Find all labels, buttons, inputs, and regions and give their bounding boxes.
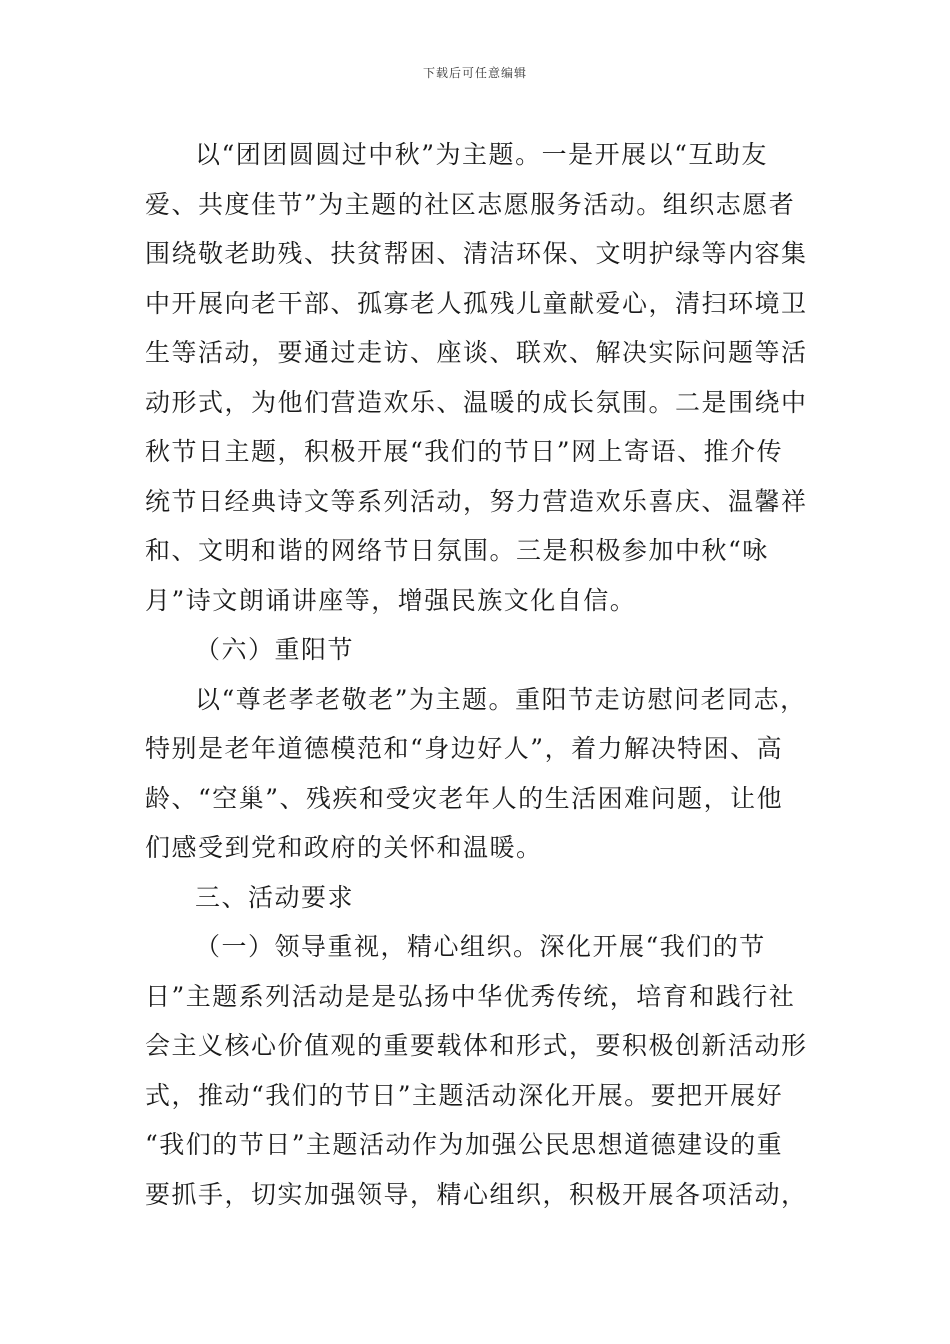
paragraph-line: 要抓手，切实加强领导，精心组织，积极开展各项活动，: [145, 1179, 808, 1209]
paragraph-line: 和、文明和谐的网络节日氛围。三是积极参加中秋“咏: [145, 536, 769, 565]
paragraph-line: 特别是老年道德模范和“身边好人”，着力解决特困、高: [145, 734, 784, 763]
paragraph-line: 秋节日主题，积极开展“我们的节日”网上寄语、推介传: [145, 437, 784, 466]
section-heading: （六）重阳节: [195, 635, 355, 664]
paragraph-line: 式，推动“我们的节日”主题活动深化开展。要把开展好: [145, 1080, 784, 1110]
paragraph-line: “我们的节日”主题活动作为加强公民思想道德建设的重: [145, 1130, 784, 1159]
paragraph-line: 们感受到党和政府的关怀和温暖。: [145, 833, 543, 862]
paragraph-line: 以“尊老孝老敬老”为主题。重阳节走访慰问老同志，: [195, 684, 807, 714]
paragraph-line: 爱、共度佳节”为主题的社区志愿服务活动。组织志愿者: [145, 189, 796, 219]
paragraph-line: 动形式，为他们营造欢乐、温暖的成长氛围。二是围绕中: [145, 387, 808, 417]
paragraph-line: （一）领导重视，精心组织。深化开展“我们的节: [195, 932, 766, 961]
paragraph-line: 围绕敬老助残、扶贫帮困、清洁环保、文明护绿等内容集: [145, 239, 808, 268]
paragraph-line: 中开展向老干部、孤寡老人孤残儿童献爱心，清扫环境卫: [145, 288, 808, 318]
paragraph-line: 会主义核心价值观的重要载体和形式，要积极创新活动形: [145, 1031, 808, 1060]
paragraph-line: 生等活动，要通过走访、座谈、联欢、解决实际问题等活: [145, 338, 808, 367]
paragraph-line: 月”诗文朗诵讲座等，增强民族文化自信。: [145, 585, 637, 615]
section-heading: 三、活动要求: [195, 882, 355, 912]
paragraph-line: 龄、“空巢”、残疾和受灾老年人的生活困难问题，让他: [145, 783, 784, 813]
document-body: [145, 130, 825, 1219]
page-header: 下载后可任意编辑: [422, 66, 527, 80]
paragraph-line: 以“团团圆圆过中秋”为主题。一是开展以“互助友: [195, 140, 768, 169]
paragraph-line: 日”主题系列活动是是弘扬中华优秀传统，培育和践行社: [145, 981, 796, 1011]
paragraph-line: 统节日经典诗文等系列活动，努力营造欢乐喜庆、温馨祥: [145, 486, 808, 516]
